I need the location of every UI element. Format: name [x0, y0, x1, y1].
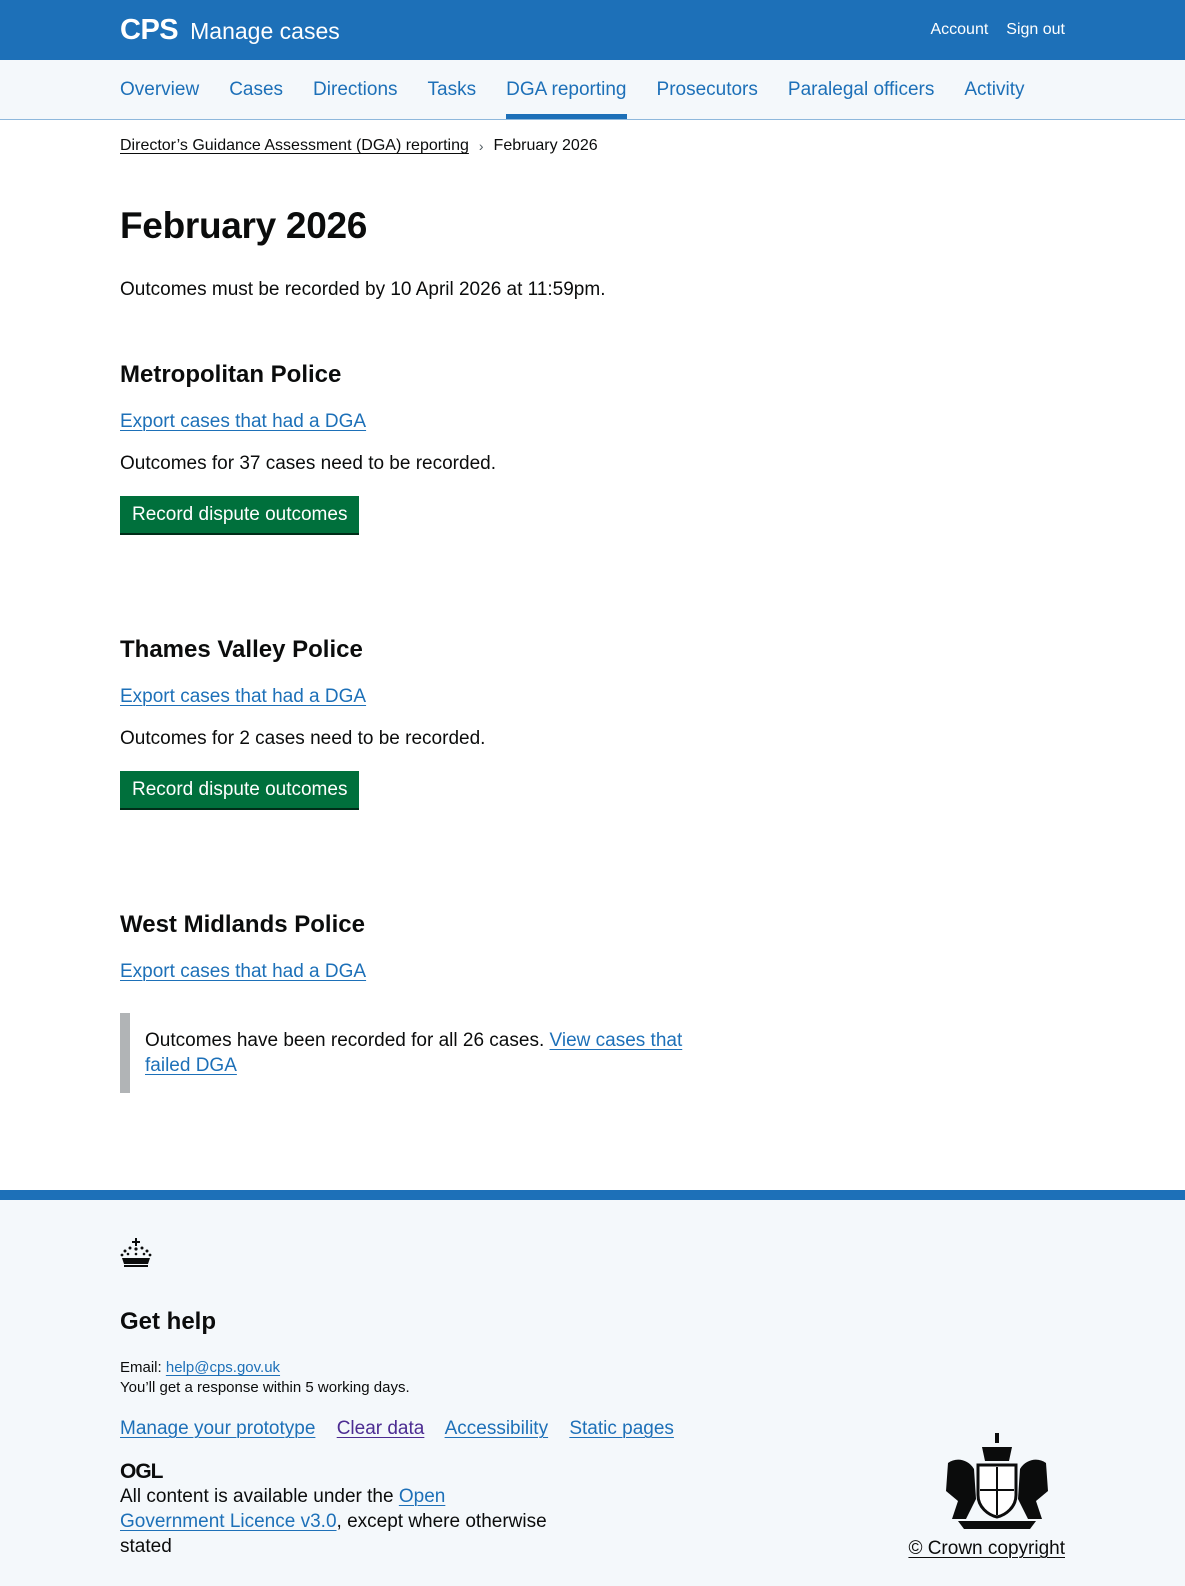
outcomes-recorded-text: Outcomes have been recorded for all 26 cases. [145, 1030, 545, 1051]
logo: CPS [120, 13, 179, 46]
record-dispute-outcomes-button[interactable]: Record dispute outcomes [120, 496, 359, 533]
breadcrumb [120, 137, 1065, 155]
royal-coat-of-arms-icon [928, 1433, 1065, 1538]
licence-suffix: , except where otherwise stated [120, 1511, 547, 1557]
ogl-logo: OGL [120, 1460, 163, 1483]
crown-icon [120, 1238, 1065, 1273]
section-heading: Metropolitan Police [120, 361, 342, 388]
clear-data-link[interactable]: Clear data [336, 1418, 425, 1439]
account-link[interactable]: Account [930, 21, 989, 38]
licence-link[interactable]: Open Government Licence v3.0 [120, 1486, 446, 1532]
section-west-midlands-police [120, 911, 1065, 1093]
export-link[interactable]: Export cases that had a DGA [120, 411, 367, 432]
breadcrumb-current: February 2026 [493, 137, 598, 154]
outcome-count: Outcomes for 2 cases need to be recorded. [120, 728, 486, 749]
nav-activity[interactable]: Activity [964, 79, 1025, 100]
view-failed-cases-link[interactable]: View cases that failed DGA [145, 1030, 683, 1076]
export-link[interactable]: Export cases that had a DGA [120, 686, 367, 707]
accessibility-link[interactable]: Accessibility [444, 1418, 549, 1439]
email-label: Email: [120, 1359, 162, 1376]
record-dispute-outcomes-button[interactable]: Record dispute outcomes [120, 771, 359, 808]
breadcrumb-parent-link[interactable]: Director’s Guidance Assessment (DGA) reporting [120, 137, 469, 154]
inset-text [120, 1013, 720, 1093]
nav-cases[interactable]: Cases [229, 79, 284, 100]
service-title[interactable] [120, 14, 340, 47]
chevron-right-icon: › [478, 138, 484, 154]
page-title: February 2026 [120, 205, 368, 246]
primary-navigation [0, 60, 1185, 120]
section-heading: Thames Valley Police [120, 636, 363, 663]
nav-overview[interactable]: Overview [120, 79, 200, 100]
response-time-text: You’ll get a response within 5 working days. [120, 1379, 410, 1396]
section-thames-valley-police [120, 636, 1065, 911]
help-email-link[interactable]: help@cps.gov.uk [165, 1359, 281, 1376]
nav-paralegal-officers[interactable]: Paralegal officers [787, 79, 935, 100]
manage-prototype-link[interactable]: Manage your prototype [120, 1418, 316, 1439]
nav-directions[interactable]: Directions [313, 79, 398, 100]
outcome-count: Outcomes for 37 cases need to be recorded. [120, 453, 496, 474]
crown-copyright-link[interactable]: © Crown copyright [908, 1538, 1065, 1559]
nav-prosecutors[interactable]: Prosecutors [656, 79, 758, 100]
section-metropolitan-police [120, 361, 1065, 636]
licence-text: All content is available under the [120, 1486, 394, 1507]
deadline-text: Outcomes must be recorded by 10 April 2026 at 11:59pm. [120, 279, 606, 300]
service-name: Manage cases [190, 17, 340, 44]
section-heading: West Midlands Police [120, 911, 365, 938]
footer-heading: Get help [120, 1308, 217, 1335]
nav-tasks[interactable]: Tasks [427, 79, 477, 100]
header [0, 0, 1185, 60]
static-pages-link[interactable]: Static pages [569, 1418, 674, 1439]
footer [0, 1190, 1185, 1586]
nav-dga-reporting[interactable]: DGA reporting [506, 60, 626, 119]
export-link[interactable]: Export cases that had a DGA [120, 961, 367, 982]
sign-out-link[interactable]: Sign out [1006, 21, 1065, 38]
